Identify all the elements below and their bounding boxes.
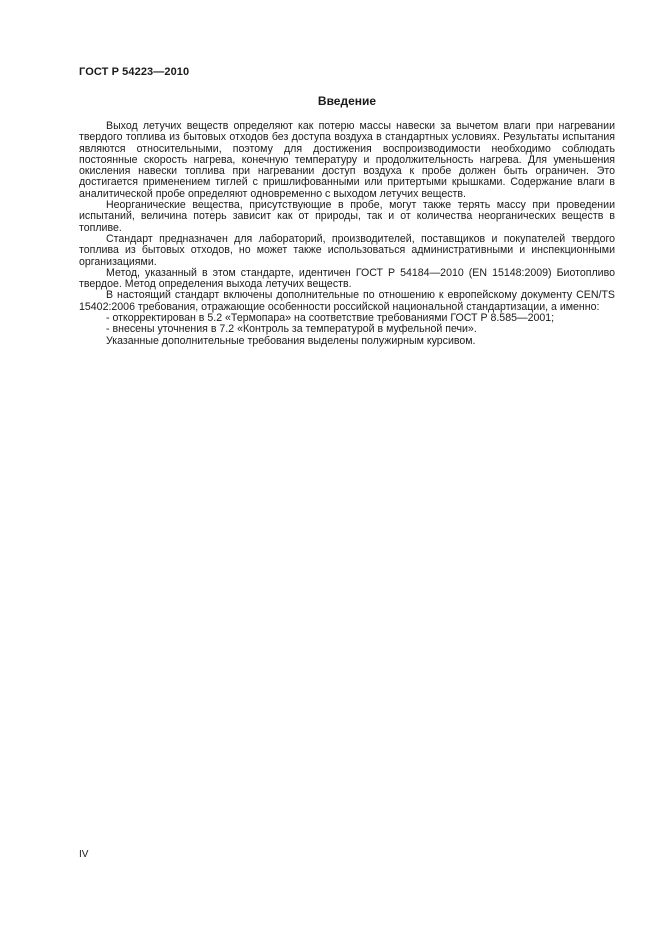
list-item: - внесены уточнения в 7.2 «Контроль за температурой в муфельной печи». bbox=[106, 323, 477, 336]
section-title: Введение bbox=[317, 94, 377, 108]
document-header: ГОСТ Р 54223—2010 bbox=[79, 66, 190, 78]
paragraph-closing: Указанные дополнительные требования выделены полужирным курсивом. bbox=[106, 334, 476, 347]
paragraph-volatile-matter: Выход летучих веществ определяют как потерю массы навески за вычетом влаги при нагревании твердого топлива из бытовых отходов без доступа воздуха в стандартных условиях. Результаты испытания являются относительными, поэтому для достижения воспроизводимости необходимо соблюдать постоянные скорость нагрева, конечную температуру и продолжительность нагрева. Для уменьшения окисления навески топлива при нагревании доступ воздуха к пробе должен быть ограничен. Это достигается применением тиглей с пришлифованными или притертыми крышками. Содержание влаги в аналитической пробе определяют одновременно с выходом летучих веществ. bbox=[79, 120, 615, 200]
paragraph-inorganic-matter: Неорганические вещества, присутствующие в пробе, могут также терять массу при проведении испытаний, величина потерь зависит как от природы, так и от количества неорганических веществ в топливе. bbox=[79, 199, 615, 234]
paragraph-additional-requirements: В настоящий стандарт включены дополнительные по отношению к европейскому документу CEN/TS 15402:2006 требования, отражающие особенности российской национальной стандартизации, а именно: bbox=[79, 289, 615, 313]
paragraph-scope: Стандарт предназначен для лабораторий, производителей, поставщиков и покупателей твердого топлива из бытовых отходов, но может также использоваться административными и инспекционными организациями. bbox=[79, 232, 615, 268]
page-number: IV bbox=[79, 849, 89, 860]
list-item: - откорректирован в 5.2 «Термопара» на соответствие требованиями ГОСТ Р 8.585—2001; bbox=[106, 312, 555, 325]
section-body bbox=[79, 121, 615, 347]
paragraph-method-identity: Метод, указанный в этом стандарте, идентичен ГОСТ Р 54184—2010 (EN 15148:2009) Биотопливо твердое. Метод определения выхода летучих веществ. bbox=[79, 266, 615, 291]
